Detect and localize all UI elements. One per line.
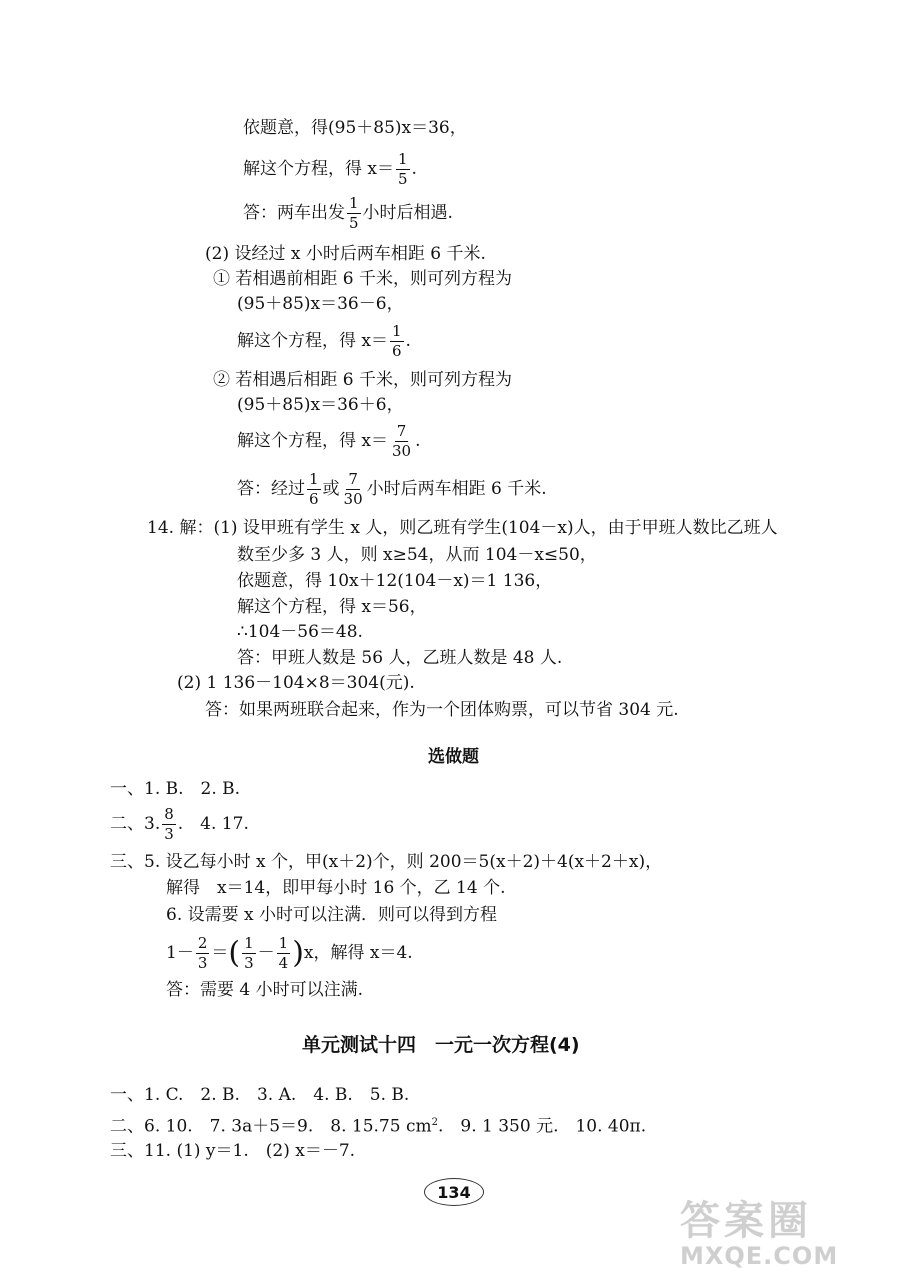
fraction-denominator: 6 [309,490,319,508]
watermark-url: MXQE.COM [680,1242,839,1270]
text-line-with-fraction [243,148,417,190]
text-segment: ＝ [211,943,229,963]
text-segment: － [257,943,275,963]
text-line: (2) 1 136－104×8＝304(元). [177,673,415,693]
text-segment: . [405,331,411,351]
fraction-denominator: 30 [392,442,412,460]
text-segment: 二、3. [110,814,161,834]
superscript: 2 [431,1117,438,1128]
text-line: (95＋85)x＝36－6， [237,294,404,314]
fraction-denominator: 6 [392,342,402,360]
text-line: 一、1. B. 2. B. [110,779,241,799]
text-segment: 小时后两车相距 6 千米. [366,479,547,499]
fraction-numerator: 1 [392,322,402,340]
text-line: ① 若相遇前相距 6 千米，则可列方程为 [213,269,513,289]
text-segment: 或 [322,479,340,499]
text-line-with-fraction [237,420,421,462]
right-paren: ) [292,935,304,971]
text-line-with-fraction [237,320,411,362]
text-segment: 解这个方程，得 x＝ [237,431,388,451]
fraction [342,472,365,507]
equation-line [166,931,413,975]
text-line: 数至少多 3 人，则 x≥54，从而 104－x≤50， [237,545,597,565]
fraction [277,936,291,971]
fraction-numerator: 1 [349,194,359,212]
left-paren: ( [228,935,241,971]
fraction-denominator: 3 [164,825,174,843]
fraction-numerator: 2 [197,934,208,952]
fraction [347,196,361,231]
text-line: 依题意，得 10x＋12(104－x)＝1 136， [237,571,553,591]
text-line: 14. 解：(1) 设甲班有学生 x 人，则乙班有学生(104－x)人，由于甲班人数比乙班人 [147,518,778,538]
text-line: 依题意，得(95＋85)x＝36， [243,118,467,138]
fraction-numerator: 7 [348,470,358,488]
text-line: (95＋85)x＝36＋6， [237,395,404,415]
text-segment: 答：经过 [237,479,305,499]
fraction-denominator: 30 [343,490,363,508]
text-line: 三、11. (1) y＝1. (2) x＝－7. [110,1141,356,1161]
fraction-numerator: 8 [164,805,174,823]
text-segment: . 9. 1 350 元. 10. 40π. [437,1116,647,1137]
unit-title: 单元测试十四 一元一次方程(4) [302,1034,580,1056]
fraction-denominator: 5 [349,214,359,232]
fraction [390,424,413,459]
text-line: ∴104－56＝48. [237,622,363,642]
text-line: 解得 x＝14，即甲每小时 16 个，乙 14 个. [166,878,506,898]
fraction-denominator: 3 [244,954,254,972]
text-segment: 二、6. 10. 7. 3a＋5＝9. 8. 15.75 cm [110,1116,432,1137]
text-line [110,1111,646,1139]
section-title: 选做题 [428,747,479,767]
fraction-numerator: 1 [244,934,254,952]
fraction-numerator: 1 [278,934,289,952]
text-segment: x，解得 x＝4. [303,943,413,963]
watermark-text: 答案圈 [680,1198,812,1244]
fraction [196,936,210,971]
fraction [162,807,176,842]
watermark-logo [680,1200,890,1280]
text-segment: 解这个方程，得 x＝ [243,159,394,179]
fraction [390,324,404,359]
fraction [242,936,256,971]
page-number: 134 [437,1182,471,1202]
text-line: 答：需要 4 小时可以注满. [166,980,364,1000]
text-line-with-fraction [110,803,249,845]
text-segment: 答：两车出发 [243,203,345,223]
text-line: (2) 设经过 x 小时后两车相距 6 千米. [205,244,486,264]
text-line-with-fraction [243,192,453,234]
text-segment: . [411,159,417,179]
text-line: 答：甲班人数是 56 人，乙班人数是 48 人. [237,648,563,668]
fraction-numerator: 1 [309,470,319,488]
page-number-badge [424,1178,484,1206]
text-line: 一、1. C. 2. B. 3. A. 4. B. 5. B. [110,1085,410,1105]
fraction-denominator: 5 [398,170,408,188]
text-line: 6. 设需要 x 小时可以注满．则可以得到方程 [166,905,498,925]
text-segment: 小时后相遇. [362,203,453,223]
text-segment: 1－ [166,943,194,963]
text-segment: . [415,431,421,451]
fraction-numerator: 7 [396,422,407,440]
text-line: 答：如果两班联合起来，作为一个团体购票，可以节省 304 元. [205,700,679,720]
fraction-numerator: 1 [398,150,408,168]
text-line-with-fraction [237,468,547,510]
fraction [396,152,410,187]
text-line: ② 若相遇后相距 6 千米，则可列方程为 [213,370,513,390]
fraction [307,472,321,507]
text-segment: . 4. 17. [177,814,249,834]
text-segment: 解这个方程，得 x＝ [237,331,388,351]
text-line: 解这个方程，得 x＝56， [237,597,427,617]
text-line: 三、5. 设乙每小时 x 个，甲(x＋2)个，则 200＝5(x＋2)＋4(x＋2＋x)， [110,852,663,872]
fraction-denominator: 3 [197,954,208,972]
fraction-denominator: 4 [278,954,289,972]
